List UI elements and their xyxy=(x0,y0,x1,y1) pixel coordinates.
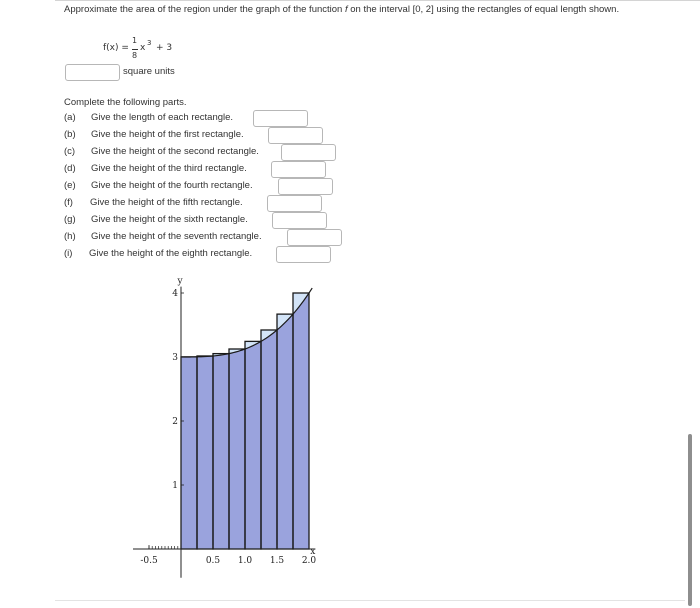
x-tick-label: 1.0 xyxy=(237,556,253,566)
x-tick-label: 1.5 xyxy=(269,556,285,566)
part-text: Give the height of the fifth rectangle. xyxy=(90,197,243,208)
part-letter: (g) xyxy=(64,214,76,225)
interval: [0, 2] xyxy=(412,4,434,15)
part-text: Give the height of the sixth rectangle. xyxy=(91,214,248,225)
rectangle-fill xyxy=(277,314,293,549)
part-text: Give the height of the second rectangle. xyxy=(91,146,259,157)
y-tick-label: 3 xyxy=(172,353,178,363)
y-tick-label: 2 xyxy=(172,417,178,427)
question-text-end: using the rectangles of equal length shown. xyxy=(433,4,620,15)
rectangle-fill xyxy=(181,357,197,549)
x-tick-label: -0.5 xyxy=(140,556,158,566)
part-letter: (d) xyxy=(64,163,76,174)
scrollbar-thumb[interactable] xyxy=(688,434,692,606)
question-text-start: Approximate the area of the region under the graph of the function xyxy=(64,4,345,15)
part-letter: (f) xyxy=(64,197,73,208)
formula-exponent: 3 xyxy=(147,39,152,47)
part-letter: (b) xyxy=(64,129,76,140)
y-tick-label: 1 xyxy=(172,481,178,491)
rectangle-fill xyxy=(229,349,245,549)
y-tick-label: 4 xyxy=(172,289,178,299)
question-text-middle: on the interval xyxy=(347,4,413,15)
part-letter: (i) xyxy=(64,248,73,259)
part-text: Give the length of each rectangle. xyxy=(91,112,234,123)
bottom-divider xyxy=(55,600,685,601)
formula-lhs: f(x) = xyxy=(103,43,129,53)
part-letter: (e) xyxy=(64,180,76,191)
part-text: Give the height of the eighth rectangle. xyxy=(89,248,253,259)
units-label: square units xyxy=(123,66,175,77)
rectangle-fill xyxy=(293,293,309,549)
part-text: Give the height of the first rectangle. xyxy=(91,129,244,140)
part-text: Give the height of the fourth rectangle. xyxy=(91,180,253,191)
rectangle-fill xyxy=(197,356,213,549)
part-text: Give the height of the third rectangle. xyxy=(91,163,247,174)
y-axis-label: y xyxy=(177,276,183,287)
formula-variable: x xyxy=(140,43,146,53)
part-letter: (c) xyxy=(64,146,76,157)
rectangle-fill xyxy=(213,354,229,549)
function-symbol: f xyxy=(344,4,348,15)
formula-numerator: 1 xyxy=(132,36,138,45)
x-tick-label: 0.5 xyxy=(205,556,221,566)
x-axis-label: x xyxy=(310,547,316,557)
instructions: Complete the following parts. xyxy=(64,97,187,108)
part-letter: (a) xyxy=(64,112,76,123)
x-tick-label: 2.0 xyxy=(301,556,317,566)
part-letter: (h) xyxy=(64,231,76,242)
formula-constant: + 3 xyxy=(156,43,173,53)
rectangle-fill xyxy=(261,330,277,549)
part-text: Give the height of the seventh rectangle. xyxy=(91,231,262,242)
rectangle-fill xyxy=(245,341,261,549)
formula-denominator: 8 xyxy=(132,51,138,60)
